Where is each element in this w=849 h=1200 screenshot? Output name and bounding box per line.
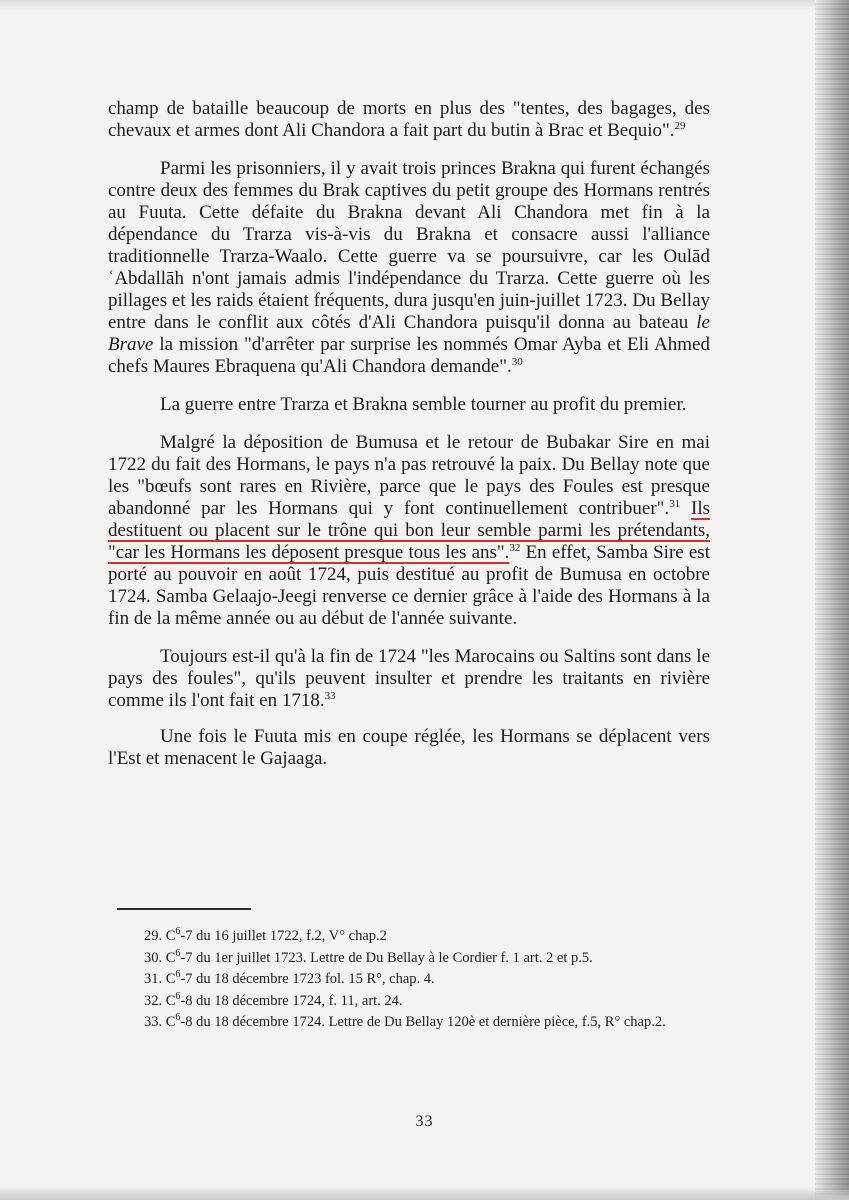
ship-name: le Brave bbox=[108, 312, 710, 355]
footnote-separator bbox=[117, 908, 251, 910]
paragraph-6: Une fois le Fuuta mis en coupe réglée, les Hormans se déplacent vers l'Est et menacent le Gajaaga. bbox=[108, 726, 710, 769]
footnote-33: 33. $C^6-8$ du 18 décembre 1724. Lettre de Du Bellay 120è et dernière pièce, f.5, R° chap.2. bbox=[144, 1012, 666, 1030]
paragraph-5: Toujours est-il qu'à la fin de 1724 "les Marocains ou Saltins sont dans le pays des foules", qu'ils peuvent insulter et prendre les traitants en rivière comme ils l'ont fait en 1718.33 bbox=[108, 646, 710, 711]
footnote-ref-32: 32 bbox=[509, 542, 521, 554]
footnote-ref-33: 33 bbox=[324, 690, 336, 702]
body-text bbox=[108, 98, 710, 770]
paragraph-1: champ de bataille beaucoup de morts en plus des "tentes, des bagages, des chevaux et armes dont Ali Chandora a fait part du butin à Brac et Bequio".$^{29}$ bbox=[108, 98, 710, 141]
footnote-32: 32. $C^6-8$ du 18 décembre 1724, f. 11, art. 24. bbox=[144, 990, 403, 1009]
paragraph-2: Parmi les prisonniers, il y avait trois princes Brakna qui furent échangés contre deux des femmes du Brak captives du petit groupe des Hormans rentrés au Fuuta. Cette défaite du Brakna devant Ali Chandora met fin à la dépendance du Trarza vis-à-vis du Brakna et consacre aussi l'alliance traditionnelle Trarza-Waalo. Cette guerre va se poursuivre, car les Oulād ʿAbdallāh n'ont jamais admis l'indépendance du Trarza. Cette guerre où les pillages et les raids étaient fréquents, dura jusqu'en juin-juillet 1723. Du Bellay entre dans le conflit aux côtés d'Ali Chandora puisqu'il donna au bateau le Brave la mission "d'arrêter par surprise les nommés Omar Ayba et Eli Ahmed chefs Maures Ebraquena qu'Ali Chandora demande".$^{30}$ bbox=[108, 158, 710, 377]
footnote-30: 30. $C^6-7$ du 1er juillet 1723. Lettre de Du Bellay à le Cordier f. 1 art. 2 et p.5. bbox=[144, 947, 593, 966]
footnotes bbox=[108, 926, 714, 1034]
paragraph-4: Malgré la déposition de Bumusa et le retour de Bubakar Sire en mai 1722 du fait des Hormans, le pays n'a pas retrouvé la paix. Du Bellay note que les "bœufs sont rares en Rivière, parce que le pays des Foules est presque abandonné par les Hormans qui y font continuellement contribuer".$^{31}$ Ils destituent ou placent sur le trône qui bon leur semble parmi les prétendants, "car les Hormans les déposent presque tous les ans".$^{32}$ En effet, Samba Sire est porté au pouvoir en août 1724, puis destitué au profit de Bumusa en octobre 1724. Samba Gelaajo-Jeegi renverse ce dernier grâce à l'aide des Hormans à la fin de la même année ou au début de l'année suivante. bbox=[108, 432, 710, 629]
footnote-31: 31. $C^6-7$ du 18 décembre 1723 fol. 15 R°, chap. 4. bbox=[144, 969, 435, 987]
paragraph-3: La guerre entre Trarza et Brakna semble tourner au profit du premier. bbox=[160, 394, 687, 415]
footnote-29: 29. $C^6-7$ du 16 juillet 1722, f.2, V° chap.2 bbox=[144, 926, 387, 944]
underlined-passage: Ils destituent ou placent sur le trône qui bon leur semble parmi les prétendants, "car les Hormans les déposent presque tous les ans". bbox=[108, 498, 710, 563]
footnote-ref-29: 29 bbox=[674, 120, 686, 132]
scan-binding-edge bbox=[815, 0, 849, 1200]
footnote-ref-31: 31 bbox=[669, 498, 681, 510]
scan-top-shadow bbox=[0, 0, 849, 10]
page-number: 33 bbox=[415, 1113, 434, 1130]
footnote-ref-30: 30 bbox=[511, 356, 523, 368]
scan-bottom-shadow bbox=[0, 1186, 849, 1200]
